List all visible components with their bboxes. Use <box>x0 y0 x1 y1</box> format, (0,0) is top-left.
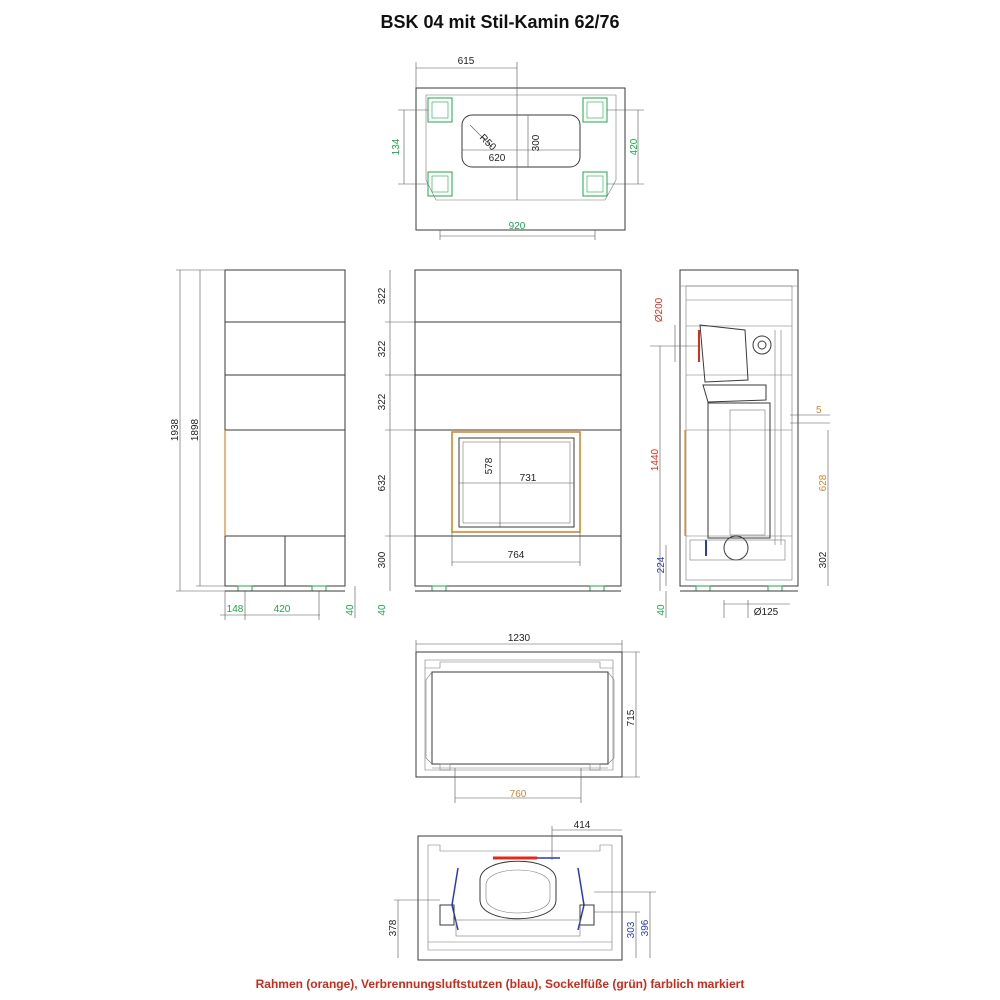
top-view-inner-outline <box>426 95 616 200</box>
dim-148: 148 <box>226 604 244 615</box>
section-view <box>650 270 830 618</box>
dim-578: 578 <box>484 457 495 475</box>
foot-marker <box>432 102 448 118</box>
dim-620: 620 <box>488 153 506 164</box>
foot-marker <box>768 586 782 591</box>
front-view-outline <box>415 270 621 586</box>
dim-396: 396 <box>640 919 651 937</box>
bottom-section-outline <box>418 836 622 960</box>
foot-marker <box>583 172 607 196</box>
dim-322-a: 322 <box>377 287 388 305</box>
section-view-outline <box>680 270 798 586</box>
dim-628: 628 <box>818 474 829 492</box>
dim-378: 378 <box>388 919 399 937</box>
dim-d200: Ø200 <box>654 297 665 323</box>
foot-marker <box>587 176 603 192</box>
dim-1938: 1938 <box>170 418 181 442</box>
front-view-glass <box>463 442 570 523</box>
dim-632: 632 <box>377 474 388 492</box>
dim-40-front: 40 <box>377 604 388 616</box>
dim-303: 303 <box>626 921 637 939</box>
dim-760: 760 <box>509 789 527 800</box>
dim-420-top: 420 <box>629 138 640 156</box>
side-view <box>170 270 356 620</box>
damper-circle <box>753 336 771 354</box>
foot-marker <box>583 98 607 122</box>
dim-322-b: 322 <box>377 340 388 358</box>
foot-marker <box>587 102 603 118</box>
foot-marker <box>312 586 326 591</box>
air-intake-circle <box>724 536 748 560</box>
dim-r50: R50 <box>477 132 498 154</box>
dim-322-c: 322 <box>377 393 388 411</box>
dim-920: 920 <box>508 221 526 232</box>
dim-134: 134 <box>391 138 402 156</box>
front-view <box>377 270 621 616</box>
bottom-section <box>388 820 656 960</box>
legend-caption: Rahmen (orange), Verbrennungsluftstutzen (blau), Sockelfüße (grün) farblich markiert <box>255 977 745 991</box>
plan-view-inner <box>432 672 608 764</box>
dim-420-side: 420 <box>273 604 291 615</box>
plan-view-outline <box>416 652 622 777</box>
dim-224: 224 <box>656 556 667 574</box>
dim-615: 615 <box>457 56 475 67</box>
dim-d125: Ø125 <box>753 607 779 618</box>
air-duct-right <box>578 868 584 930</box>
dim-764: 764 <box>507 550 525 561</box>
dim-40-section: 40 <box>656 604 667 616</box>
dim-1898: 1898 <box>190 418 201 442</box>
top-view-outline <box>416 88 625 230</box>
foot-marker <box>590 586 604 591</box>
front-view-frame <box>452 432 580 532</box>
foot-marker <box>428 172 452 196</box>
foot-marker <box>432 176 448 192</box>
dim-300: 300 <box>531 134 542 152</box>
dim-715: 715 <box>626 709 637 727</box>
dim-302: 302 <box>818 551 829 569</box>
foot-marker <box>238 586 252 591</box>
dim-1230: 1230 <box>507 633 531 644</box>
flue-elbow <box>700 325 748 382</box>
dim-5: 5 <box>816 405 822 416</box>
top-view <box>391 56 644 240</box>
plan-view <box>416 633 640 803</box>
front-view-door <box>459 438 574 527</box>
foot-marker <box>696 586 710 591</box>
dim-414: 414 <box>573 820 591 831</box>
drawing-title: BSK 04 mit Stil-Kamin 62/76 <box>380 12 620 32</box>
dim-40-side: 40 <box>345 604 356 616</box>
dim-300-front: 300 <box>377 551 388 569</box>
air-duct-left <box>452 868 458 930</box>
firebox <box>708 403 770 538</box>
dim-1440: 1440 <box>650 448 661 472</box>
foot-marker <box>428 98 452 122</box>
foot-marker <box>432 586 446 591</box>
dim-731: 731 <box>519 473 537 484</box>
